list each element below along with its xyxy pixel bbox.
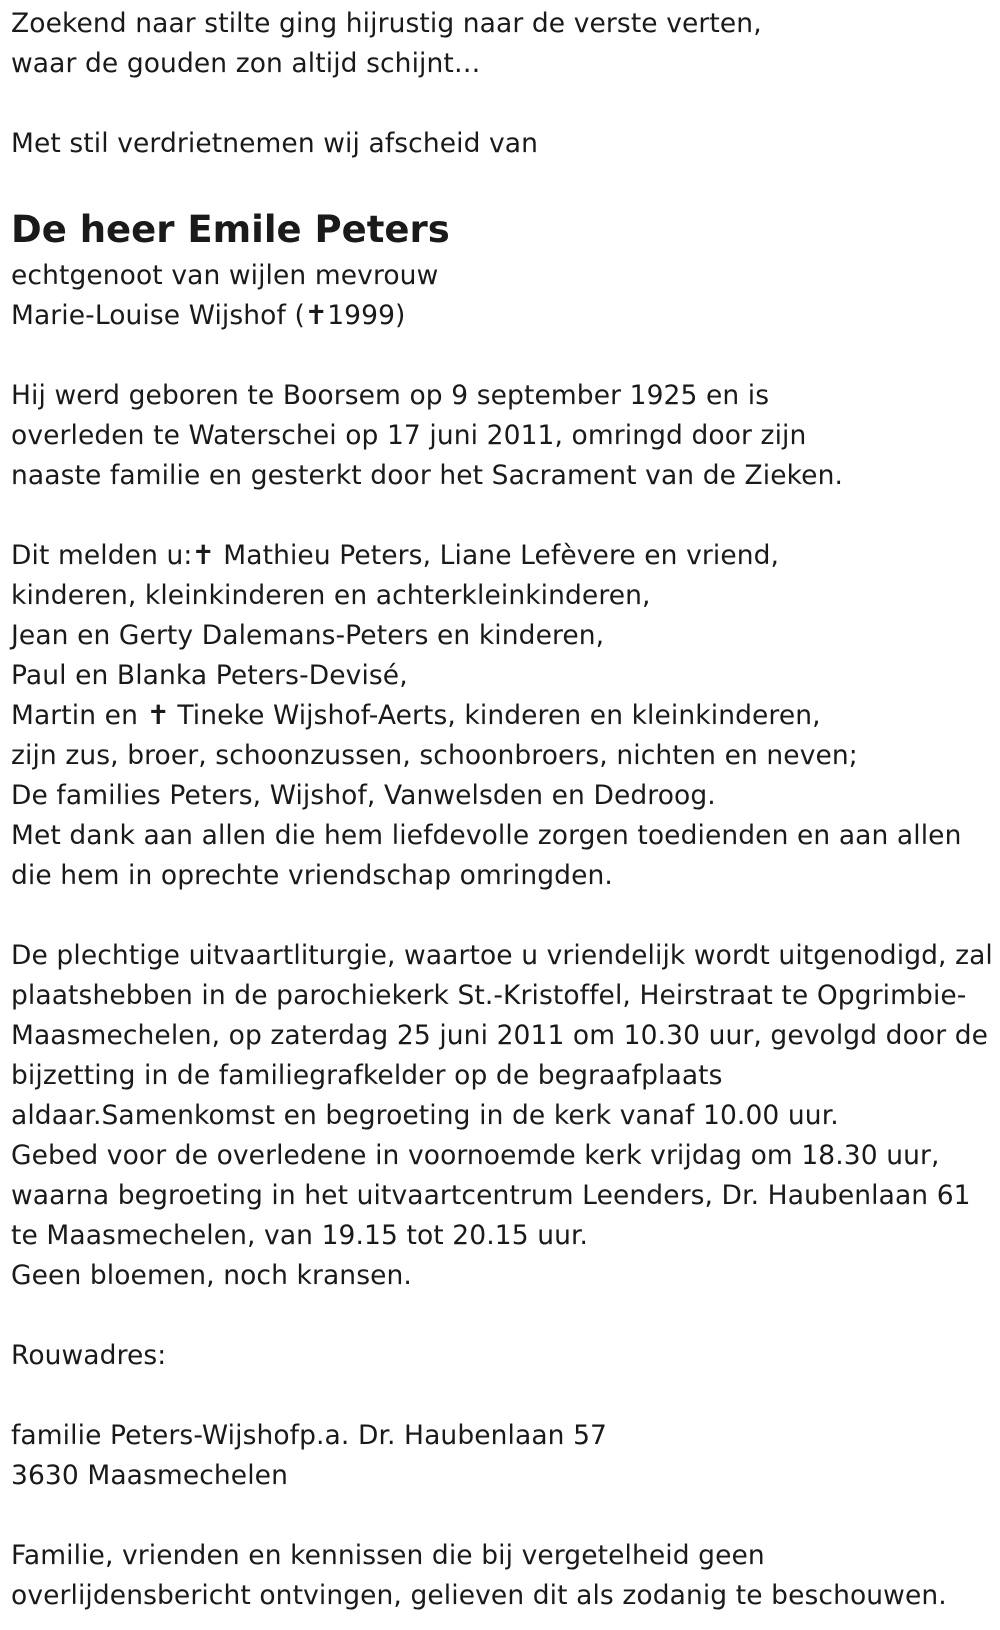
family-line-6: zijn zus, broer, schoonzussen, schoonbroers, nichten en neven; <box>11 740 858 771</box>
spacer <box>11 1496 996 1536</box>
family-line-3: Jean en Gerty Dalemans-Peters en kinderen, <box>11 620 605 651</box>
address-line-1: familie Peters-Wijshofp.a. Dr. Haubenlaan 57 <box>11 1420 608 1451</box>
spacer <box>11 84 996 124</box>
birth-death-line-2: overleden te Waterschei op 17 juni 2011, omringd door zijn <box>11 420 807 451</box>
family-line-1 <box>11 536 996 576</box>
cross-icon: ✝ <box>191 540 216 571</box>
deceased-name: De heer Emile Peters <box>11 208 450 251</box>
obituary-notice <box>11 4 996 1616</box>
family-child-prefix: Martin en <box>11 700 147 731</box>
cross-icon: ✝ <box>145 700 170 731</box>
cross-icon: ✝ <box>304 300 328 331</box>
funeral-line-7: waarna begroeting in het uitvaartcentrum Leenders, Dr. Haubenlaan 61 <box>11 1180 971 1211</box>
spacer <box>11 496 996 536</box>
closing-line-2: overlijdensbericht ontvingen, gelieven dit als zodanig te beschouwen. <box>11 1580 947 1611</box>
spacer <box>11 1376 996 1416</box>
funeral-line-4: bijzetting in de familiegrafkelder op de begraafplaats <box>11 1060 723 1091</box>
intro-text: Met stil verdrietnemen wij afscheid van <box>11 128 539 159</box>
family-line-4: Paul en Blanka Peters-Devisé, <box>11 660 408 691</box>
spouse-line-2 <box>11 296 996 336</box>
birth-death-line-1: Hij werd geboren te Boorsem op 9 september 1925 en is <box>11 380 770 411</box>
family-line-5 <box>11 696 996 736</box>
family-line-8: Met dank aan allen die hem liefdevolle zorgen toedienden en aan allen <box>11 820 962 851</box>
spacer <box>11 1296 996 1336</box>
spouse-year: 1999) <box>327 300 406 331</box>
funeral-line-5: aldaar.Samenkomst en begroeting in de kerk vanaf 10.00 uur. <box>11 1100 839 1131</box>
funeral-line-8: te Maasmechelen, van 19.15 tot 20.15 uur. <box>11 1220 589 1251</box>
family-prefix: Dit melden u: <box>11 540 193 571</box>
funeral-line-1: De plechtige uitvaartliturgie, waartoe u vriendelijk wordt uitgenodigd, zal <box>11 940 993 971</box>
spouse-line-1: echtgenoot van wijlen mevrouw <box>11 260 439 291</box>
funeral-line-6: Gebed voor de overledene in voornoemde kerk vrijdag om 18.30 uur, <box>11 1140 940 1171</box>
family-line-9: die hem in oprechte vriendschap omringden. <box>11 860 613 891</box>
birth-death-line-3: naaste familie en gesterkt door het Sacrament van de Zieken. <box>11 460 844 491</box>
family-child-1: Mathieu Peters, Liane Lefèvere en vriend, <box>214 540 780 571</box>
spouse-name: Marie-Louise Wijshof ( <box>11 300 305 331</box>
closing-line-1: Familie, vrienden en kennissen die bij vergetelheid geen <box>11 1540 765 1571</box>
spacer <box>11 164 996 204</box>
family-line-2: kinderen, kleinkinderen en achterkleinkinderen, <box>11 580 651 611</box>
spacer <box>11 896 996 936</box>
funeral-line-9: Geen bloemen, noch kransen. <box>11 1260 412 1291</box>
funeral-line-2: plaatshebben in de parochiekerk St.-Kristoffel, Heirstraat te Opgrimbie- <box>11 980 967 1011</box>
address-line-2: 3630 Maasmechelen <box>11 1460 288 1491</box>
family-child-rest: Tineke Wijshof-Aerts, kinderen en kleinkinderen, <box>168 700 821 731</box>
poem-line-1: Zoekend naar stilte ging hijrustig naar de verste verten, <box>11 8 762 39</box>
address-label: Rouwadres: <box>11 1340 167 1371</box>
funeral-line-3: Maasmechelen, op zaterdag 25 juni 2011 om 10.30 uur, gevolgd door de <box>11 1020 989 1051</box>
poem-line-2: waar de gouden zon altijd schijnt… <box>11 48 481 79</box>
family-line-7: De families Peters, Wijshof, Vanwelsden en Dedroog. <box>11 780 716 811</box>
spacer <box>11 336 996 376</box>
